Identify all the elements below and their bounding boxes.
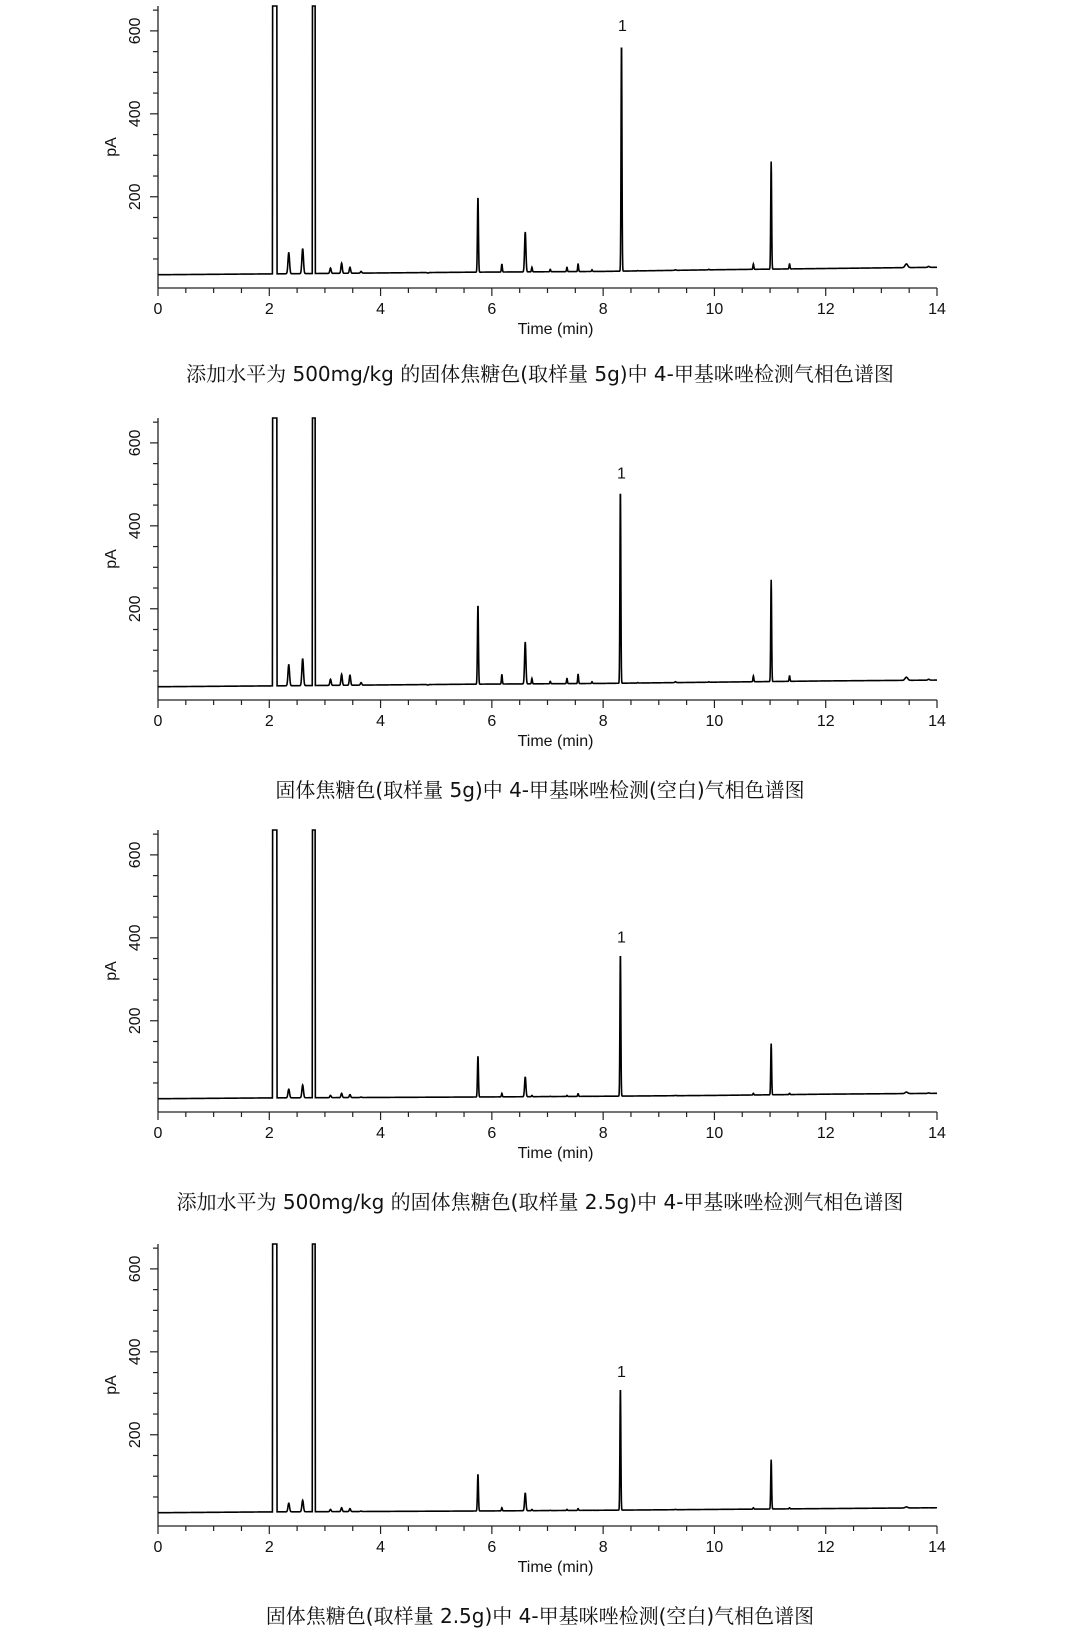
y-tick-label: 600 <box>127 1255 144 1283</box>
y-tick-label: 400 <box>127 100 144 128</box>
chromatogram-panel-2 <box>0 412 1080 812</box>
x-tick-label: 6 <box>487 1539 497 1556</box>
x-axis-title: Time (min) <box>517 321 594 338</box>
x-tick-label: 8 <box>598 1539 608 1556</box>
x-axis-title: Time (min) <box>517 733 594 750</box>
x-tick-label: 4 <box>376 301 386 318</box>
signal-trace <box>158 6 937 275</box>
y-tick-label: 200 <box>127 183 144 211</box>
x-tick-label: 12 <box>816 1539 835 1556</box>
x-tick-label: 12 <box>816 301 835 318</box>
y-tick-label: 600 <box>127 841 144 869</box>
x-tick-label: 6 <box>487 1125 497 1142</box>
signal-trace <box>158 830 937 1099</box>
x-tick-label: 0 <box>153 713 163 730</box>
chart-caption-3: 添加水平为 500mg/kg 的固体焦糖色(取样量 2.5g)中 4-甲基咪唑检测气相色谱图 <box>176 1190 904 1214</box>
chromatogram-chart-1 <box>0 0 1080 340</box>
x-tick-label: 8 <box>598 713 608 730</box>
y-axis-title: pA <box>103 961 120 981</box>
x-tick-label: 14 <box>928 1125 946 1142</box>
signal-trace <box>158 418 937 687</box>
x-tick-label: 0 <box>153 1125 163 1142</box>
x-tick-label: 2 <box>264 713 274 730</box>
peak-label: 1 <box>616 1364 626 1381</box>
x-tick-label: 4 <box>376 1125 386 1142</box>
chromatogram-chart-3 <box>0 824 1080 1164</box>
y-axis-title: pA <box>103 137 120 157</box>
chromatogram-panel-3 <box>0 824 1080 1224</box>
x-axis-title: Time (min) <box>517 1145 594 1162</box>
x-tick-label: 12 <box>816 713 835 730</box>
x-tick-label: 14 <box>928 301 946 318</box>
x-axis-title: Time (min) <box>517 1559 594 1576</box>
y-tick-label: 400 <box>127 924 144 952</box>
y-tick-label: 400 <box>127 1338 144 1366</box>
peak-label: 1 <box>616 465 626 483</box>
x-tick-label: 10 <box>705 1125 724 1142</box>
y-axis-title: pA <box>103 1375 120 1395</box>
x-tick-label: 4 <box>376 713 386 730</box>
y-axis-title: pA <box>103 549 120 569</box>
y-tick-label: 200 <box>127 1421 144 1449</box>
peak-label: 1 <box>618 18 627 36</box>
y-tick-label: 200 <box>127 595 144 623</box>
x-tick-label: 0 <box>153 301 163 318</box>
chromatogram-chart-4 <box>0 1238 1080 1578</box>
x-tick-label: 8 <box>598 301 608 318</box>
chart-caption-2: 固体焦糖色(取样量 5g)中 4-甲基咪唑检测(空白)气相色谱图 <box>275 778 805 802</box>
y-tick-label: 400 <box>127 512 144 540</box>
x-tick-label: 14 <box>928 1539 946 1556</box>
x-tick-label: 2 <box>264 1539 274 1556</box>
x-tick-label: 10 <box>705 1539 724 1556</box>
chart-caption-1: 添加水平为 500mg/kg 的固体焦糖色(取样量 5g)中 4-甲基咪唑检测气相色谱图 <box>186 362 894 386</box>
y-tick-label: 200 <box>127 1007 144 1035</box>
chromatogram-panel-1 <box>0 0 1080 392</box>
x-tick-label: 2 <box>264 301 274 318</box>
chromatogram-panel-4 <box>0 1238 1080 1638</box>
x-tick-label: 10 <box>705 301 724 318</box>
x-tick-label: 6 <box>487 713 497 730</box>
x-tick-label: 8 <box>598 1125 608 1142</box>
chromatogram-chart-2 <box>0 412 1080 752</box>
peak-label: 1 <box>616 929 626 947</box>
x-tick-label: 0 <box>153 1539 163 1556</box>
y-tick-label: 600 <box>127 429 144 457</box>
x-tick-label: 4 <box>376 1539 386 1556</box>
x-tick-label: 14 <box>928 713 946 730</box>
chart-caption-4: 固体焦糖色(取样量 2.5g)中 4-甲基咪唑检测(空白)气相色谱图 <box>265 1604 815 1628</box>
y-tick-label: 600 <box>127 17 144 45</box>
x-tick-label: 6 <box>487 301 497 318</box>
signal-trace <box>158 1244 937 1513</box>
x-tick-label: 10 <box>705 713 724 730</box>
x-tick-label: 12 <box>816 1125 835 1142</box>
x-tick-label: 2 <box>264 1125 274 1142</box>
